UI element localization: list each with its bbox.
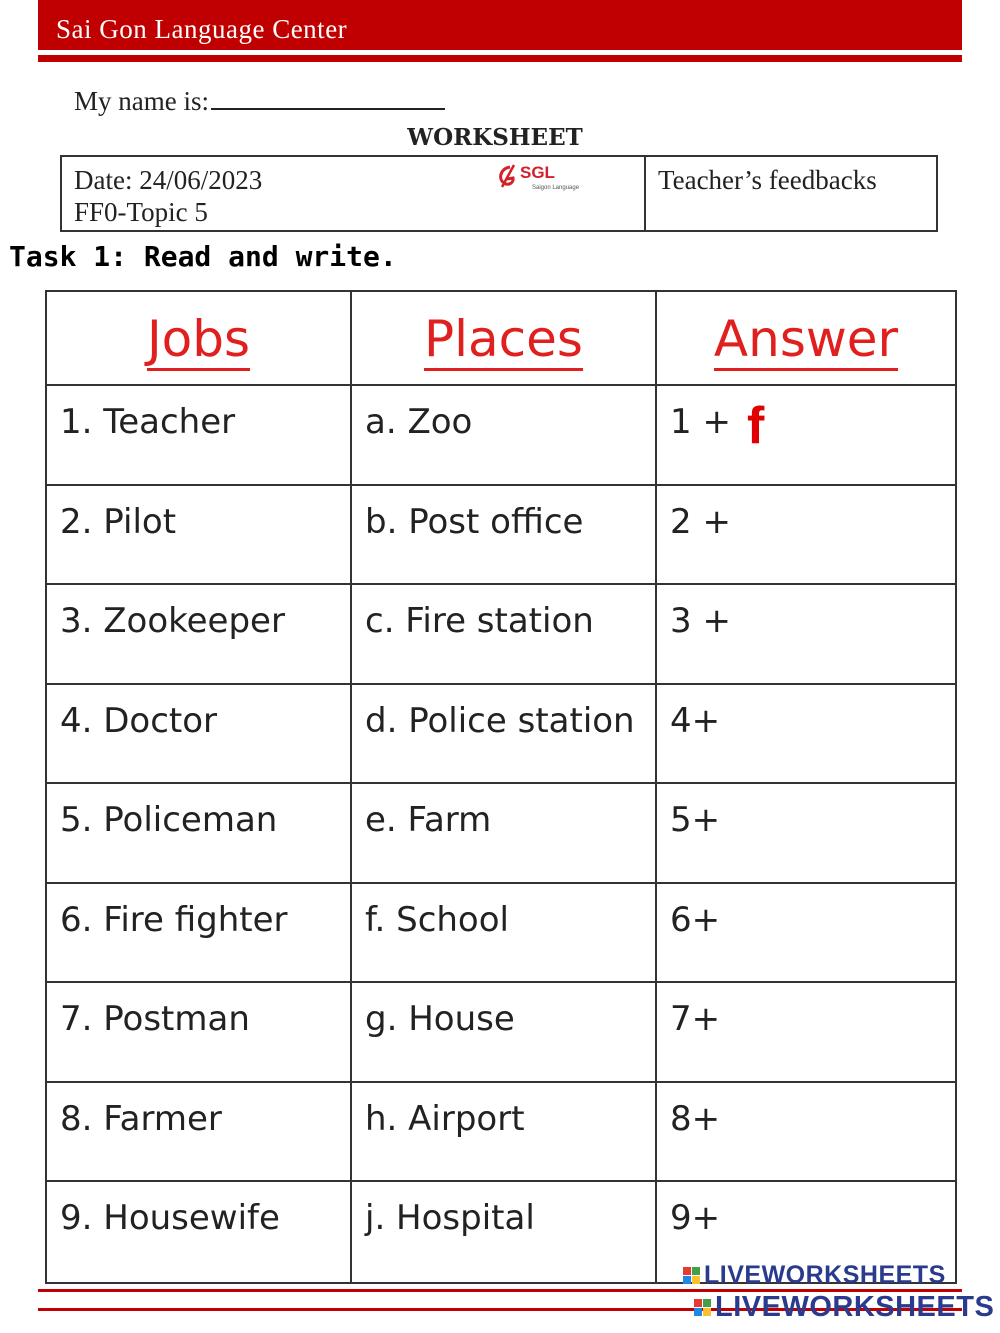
answer-cell[interactable]: 9+ [670, 1198, 721, 1239]
answer-cell[interactable]: 6+ [657, 884, 955, 984]
name-row [74, 82, 445, 117]
job-cell: 8. Farmer [47, 1083, 352, 1183]
banner-divider [38, 55, 962, 62]
place-cell: b. Post office [352, 486, 657, 586]
place-cell: a. Zoo [352, 386, 657, 486]
date-text: Date: 24/06/2023 [74, 165, 263, 195]
job-cell: 9. Housewife [47, 1182, 352, 1282]
job-cell: 2. Pilot [47, 486, 352, 586]
info-box [60, 155, 938, 232]
topic-text: FF0-Topic 5 [74, 197, 208, 227]
job-cell: 4. Doctor [47, 685, 352, 785]
place-cell: c. Fire station [352, 585, 657, 685]
feedback-label: Teacher’s feedbacks [658, 165, 877, 195]
liveworksheets-watermark: LIVEWORKSHEETS [694, 1291, 994, 1324]
place-cell: j. Hospital [352, 1182, 657, 1282]
place-cell: g. House [352, 983, 657, 1083]
job-cell: 7. Postman [47, 983, 352, 1083]
liveworksheets-icon [683, 1267, 701, 1285]
answer-cell[interactable]: 7+ [657, 983, 955, 1083]
header-jobs: Jobs [47, 292, 352, 386]
answer-cell[interactable]: 1 + f [657, 386, 955, 486]
center-name: Sai Gon Language Center [56, 14, 348, 44]
place-cell: d. Police station [352, 685, 657, 785]
job-cell: 1. Teacher [47, 386, 352, 486]
place-cell: f. School [352, 884, 657, 984]
place-cell: e. Farm [352, 784, 657, 884]
info-left-cell [62, 157, 646, 230]
header-answer: Answer [657, 292, 955, 386]
worksheet-title: WORKSHEET [407, 124, 583, 151]
task-title: Task 1: Read and write. [9, 240, 397, 273]
place-cell: h. Airport [352, 1083, 657, 1183]
answer-cell[interactable]: 3 + [657, 585, 955, 685]
logo-text: SGL [520, 163, 555, 182]
answer-cell[interactable]: 4+ [657, 685, 955, 785]
answer-cell[interactable]: 5+ [657, 784, 955, 884]
liveworksheets-watermark: LIVEWORKSHEETS [683, 1261, 946, 1290]
jobs-places-table [45, 290, 957, 1284]
name-label: My name is: [74, 86, 209, 116]
name-blank-field[interactable] [211, 82, 445, 110]
job-cell: 6. Fire fighter [47, 884, 352, 984]
header-places: Places [352, 292, 657, 386]
logo-subtext: Saigon Language [532, 185, 580, 191]
liveworksheets-icon [694, 1299, 712, 1317]
sgl-logo [494, 161, 594, 193]
answer-cell[interactable]: 2 + [657, 486, 955, 586]
filled-answer: f [747, 397, 765, 455]
top-banner [38, 0, 962, 50]
job-cell: 3. Zookeeper [47, 585, 352, 685]
job-cell: 5. Policeman [47, 784, 352, 884]
answer-cell[interactable]: 8+ [657, 1083, 955, 1183]
